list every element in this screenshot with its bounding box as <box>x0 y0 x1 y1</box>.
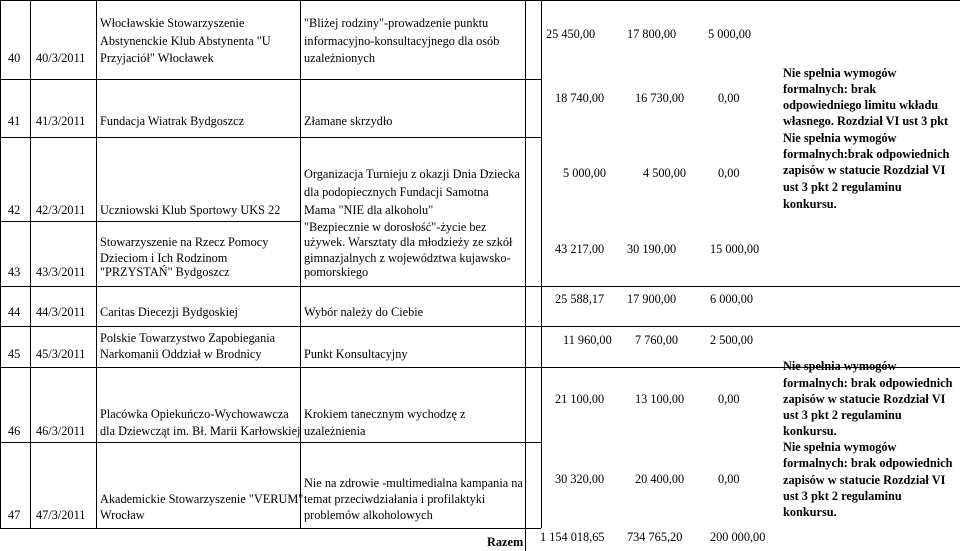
row-org: Narkomanii Oddział w Brodnicy <box>100 347 262 361</box>
row-task: Punkt Konsultacyjny <box>304 347 408 361</box>
amount-granted: 0,00 <box>718 91 740 105</box>
note-line: zapisów w statucie Rozdział VI <box>783 392 946 406</box>
col-divider <box>96 0 97 528</box>
row-divider <box>0 442 541 443</box>
row-lp: 40 <box>8 51 21 65</box>
col-divider <box>30 0 31 528</box>
note-line: formalnych:brak odpowiednich <box>783 147 950 161</box>
row-org: "PRZYSTAŃ" Bydgoszcz <box>100 265 230 279</box>
amount-requested: 25 588,17 <box>555 292 605 306</box>
note-line: własnego. Rozdział VI ust 3 pkt <box>783 114 949 128</box>
row-nr: 46/3/2011 <box>36 424 86 438</box>
row-org: Dzieciom i Ich Rodzinom <box>100 251 228 265</box>
row-task: "Bliżej rodziny"-prowadzenie punktu <box>304 16 489 30</box>
note-line: formalnych: brak <box>783 82 877 96</box>
row-task: Złamane skrzydło <box>304 114 393 128</box>
row-org: Polskie Towarzystwo Zapobiegania <box>100 331 276 345</box>
row-task: używek. Warsztaty dla młodzieży ze szkół <box>304 235 513 249</box>
row-org: Akademickie Stowarzyszenie "VERUM" <box>100 492 304 506</box>
note-line: ust 3 pkt 2 regulaminu <box>783 180 902 194</box>
row-org: Stowarzyszenie na Rzecz Pomocy <box>100 235 269 249</box>
row-task: gimnazjalnych z województwa kujawsko- <box>304 251 511 265</box>
row-divider <box>0 79 541 80</box>
row-nr: 40/3/2011 <box>36 51 86 65</box>
amount-own: 13 100,00 <box>635 392 685 406</box>
row-task: pomorskiego <box>304 265 369 279</box>
total-requested: 1 154 018,65 <box>540 530 605 544</box>
row-org: dla Dziewcząt im. Bł. Marii Karłowskiej <box>100 424 301 438</box>
amount-granted: 2 500,00 <box>710 333 754 347</box>
row-org: Włocławskie Stowarzyszenie <box>100 16 245 30</box>
note-line: Nie spełnia wymogów <box>783 131 897 145</box>
row-task: dla podopiecznych Fundacji Samotna <box>304 185 489 199</box>
amount-requested: 30 320,00 <box>555 472 605 486</box>
row-nr: 44/3/2011 <box>36 305 86 319</box>
row-task: Krokiem tanecznym wychodzę z <box>304 407 466 421</box>
note-line: Nie spełnia wymogów <box>783 440 897 454</box>
row-nr: 45/3/2011 <box>36 347 86 361</box>
col-divider <box>0 0 1 528</box>
note-line: Nie spełnia wymogów <box>783 359 897 373</box>
note-line: konkursu. <box>783 197 837 211</box>
amount-own: 7 760,00 <box>635 333 679 347</box>
row-divider <box>0 286 960 287</box>
row-task: uzależnienia <box>304 424 366 438</box>
amount-own: 17 900,00 <box>627 292 677 306</box>
row-task: Organizacja Turnieju z okazji Dnia Dziecka <box>304 167 520 181</box>
row-org: Placówka Opiekuńczo-Wychowawcza <box>100 407 289 421</box>
amount-granted: 0,00 <box>718 392 740 406</box>
row-task: "Bezpiecznie w dorosłość"-życie bez <box>304 220 487 234</box>
row-divider <box>0 0 960 1</box>
row-divider <box>0 528 541 529</box>
amount-granted: 0,00 <box>718 472 740 486</box>
amount-requested: 18 740,00 <box>555 91 605 105</box>
note-line: konkursu. <box>783 505 837 519</box>
amount-requested: 11 960,00 <box>563 333 612 347</box>
row-org: Fundacja Wiatrak Bydgoszcz <box>100 114 245 128</box>
amount-own: 17 800,00 <box>627 27 677 41</box>
total-label: Razem <box>487 535 524 549</box>
row-nr: 43/3/2011 <box>36 265 86 279</box>
row-divider <box>0 221 300 222</box>
amount-granted: 5 000,00 <box>708 27 752 41</box>
row-lp: 47 <box>8 508 21 522</box>
amount-requested: 5 000,00 <box>563 166 607 180</box>
col-divider <box>525 0 526 551</box>
amount-granted: 0,00 <box>718 166 740 180</box>
row-org: Wrocław <box>100 508 145 522</box>
amount-granted: 6 000,00 <box>710 292 754 306</box>
amount-granted: 15 000,00 <box>710 242 760 256</box>
amount-own: 4 500,00 <box>643 166 687 180</box>
col-divider <box>541 0 542 528</box>
row-task: Nie na zdrowie -multimedialna kampania na <box>304 476 523 490</box>
amount-own: 20 400,00 <box>635 472 685 486</box>
note-line: ust 3 pkt 2 regulaminu <box>783 489 902 503</box>
total-granted: 200 000,00 <box>710 530 766 544</box>
row-lp: 45 <box>8 347 21 361</box>
amount-requested: 21 100,00 <box>555 392 605 406</box>
row-nr: 41/3/2011 <box>36 114 86 128</box>
row-lp: 42 <box>8 203 21 217</box>
row-lp: 41 <box>8 114 21 128</box>
row-nr: 47/3/2011 <box>36 508 86 522</box>
row-nr: 42/3/2011 <box>36 203 86 217</box>
amount-own: 30 190,00 <box>627 242 677 256</box>
note-line: zapisów w statucie Rozdział VI <box>783 473 946 487</box>
note-line: zapisów w statucie Rozdział VI <box>783 163 946 177</box>
row-divider <box>0 137 541 138</box>
row-task: uzależnionych <box>304 51 376 65</box>
row-task: informacyjno-konsultacyjnego dla osób <box>304 34 500 48</box>
amount-own: 16 730,00 <box>635 91 685 105</box>
row-lp: 44 <box>8 305 21 319</box>
row-org: Uczniowski Klub Sportowy UKS 22 <box>100 203 281 217</box>
row-task: problemów alkoholowych <box>304 508 433 522</box>
row-lp: 46 <box>8 424 21 438</box>
note-line: odpowiedniego limitu wkładu <box>783 98 939 112</box>
note-line: konkursu. <box>783 424 837 438</box>
row-org: Abstynenckie Klub Abstynenta "U <box>100 34 271 48</box>
note-line: ust 3 pkt 2 regulaminu <box>783 408 902 422</box>
row-lp: 43 <box>8 265 21 279</box>
note-line: Nie spełnia wymogów <box>783 66 897 80</box>
note-line: formalnych: brak odpowiednich <box>783 376 953 390</box>
row-task: Wybór należy do Ciebie <box>304 305 424 319</box>
amount-requested: 43 217,00 <box>555 242 605 256</box>
note-line: formalnych: brak odpowiednich <box>783 456 953 470</box>
total-own: 734 765,20 <box>627 530 683 544</box>
row-org: Caritas Diecezji Bydgoskiej <box>100 305 238 319</box>
amount-requested: 25 450,00 <box>546 27 596 41</box>
row-task: Mama "NIE dla alkoholu" <box>304 203 434 217</box>
row-org: Przyjaciół" Włocławek <box>100 51 214 65</box>
row-task: temat przeciwdziałania i profilaktyki <box>304 492 486 506</box>
col-divider <box>300 0 301 528</box>
row-divider <box>0 326 960 327</box>
